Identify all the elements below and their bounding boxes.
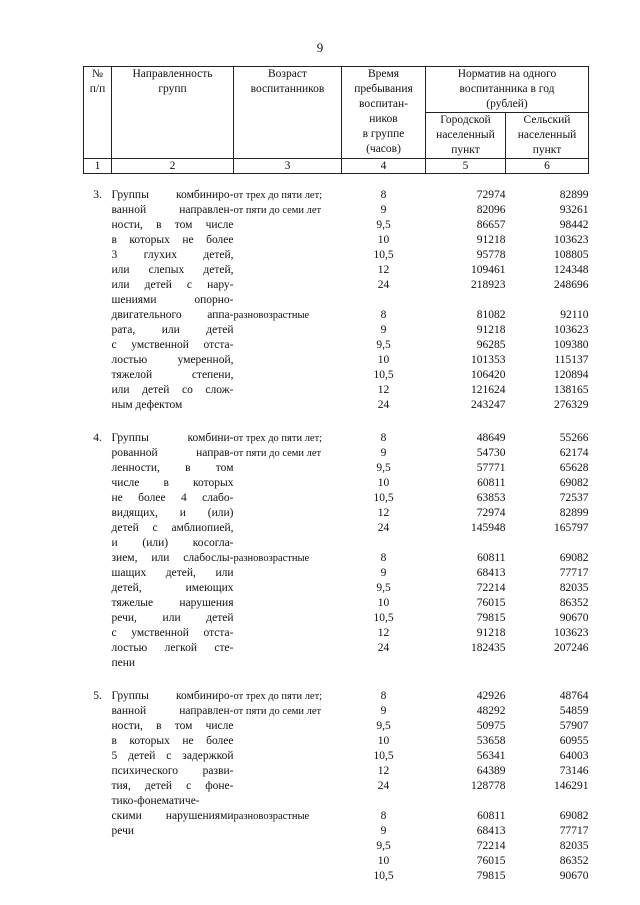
rural-value: 109380 <box>554 339 589 351</box>
direction-line: тия, детей с фоне- <box>111 780 234 792</box>
urban-value: 121624 <box>471 384 506 396</box>
urban-value: 68413 <box>476 825 506 837</box>
rural-value: 115137 <box>554 354 589 366</box>
rural-value: 69082 <box>559 552 589 564</box>
urban-value: 72974 <box>476 507 506 519</box>
group-direction <box>112 188 234 413</box>
direction-line: ленности, в том <box>111 462 234 474</box>
rural-value: 77717 <box>559 825 589 837</box>
urban-block <box>426 431 506 536</box>
rural-block <box>506 188 589 293</box>
rural-value: 82035 <box>559 840 589 852</box>
column-numbers-row <box>84 159 589 174</box>
time-value: 10,5 <box>373 369 394 381</box>
group-time <box>342 431 426 671</box>
group-urban-norm <box>426 431 506 671</box>
urban-block <box>426 188 506 293</box>
time-value: 10 <box>377 354 390 366</box>
rural-value: 82035 <box>559 582 589 594</box>
direction-line: лостью умеренной, <box>111 354 234 366</box>
urban-value: 101353 <box>471 354 506 366</box>
direction-line: детей, имеющих <box>111 582 234 594</box>
direction-line: детей с амблиопией, <box>111 522 234 534</box>
urban-value: 243247 <box>471 399 506 411</box>
age-line: от пяти до семи лет <box>233 706 322 717</box>
time-value: 8 <box>380 810 387 822</box>
urban-value: 48649 <box>476 432 506 444</box>
rural-value: 72537 <box>559 492 589 504</box>
urban-block <box>426 809 506 884</box>
urban-value: 63853 <box>476 492 506 504</box>
column-number: 3 <box>234 159 342 174</box>
rural-value: 55266 <box>559 432 589 444</box>
normative-table <box>83 66 589 884</box>
rural-value: 93261 <box>559 204 589 216</box>
group-age <box>234 188 342 413</box>
rural-block <box>506 431 589 536</box>
rural-value: 98442 <box>559 219 589 231</box>
urban-value: 60811 <box>477 477 506 489</box>
urban-block <box>426 551 506 656</box>
time-value: 9 <box>380 447 387 459</box>
age-line: от трех до пяти лет; <box>233 190 323 201</box>
urban-value: 76015 <box>476 855 506 867</box>
direction-line: рованной направ- <box>111 447 234 459</box>
header-time: Время пребывания воспитан- ников в группе (часов) <box>342 67 426 159</box>
direction-line: видящих, и (или) <box>111 507 234 519</box>
group-rural-norm <box>506 431 589 671</box>
rural-value: 62174 <box>559 447 589 459</box>
direction-line: ным дефектом <box>111 399 183 411</box>
age-line: от трех до пяти лет; <box>233 691 323 702</box>
age-block <box>234 809 342 884</box>
rural-value: 86352 <box>559 597 589 609</box>
rural-value: 73146 <box>559 765 589 777</box>
age-line: разновозрастные <box>233 310 310 321</box>
direction-line: Группы комбини- <box>111 432 234 444</box>
group-age <box>234 689 342 884</box>
time-value: 10,5 <box>373 249 394 261</box>
urban-value: 48292 <box>476 705 506 717</box>
urban-value: 79815 <box>476 612 506 624</box>
time-value: 9 <box>380 825 387 837</box>
column-number: 4 <box>342 159 426 174</box>
direction-line: шащих детей, или <box>111 567 234 579</box>
direction-line: речи, или детей <box>111 612 234 624</box>
rural-block <box>506 809 589 884</box>
urban-value: 72974 <box>476 189 506 201</box>
urban-value: 91218 <box>476 234 506 246</box>
page-number: 9 <box>316 40 324 55</box>
time-value: 10,5 <box>373 870 394 882</box>
time-value: 12 <box>377 384 390 396</box>
age-line: от трех до пяти лет; <box>233 433 323 444</box>
direction-line: ванной направлен- <box>111 705 234 717</box>
header-age: Возраст воспитанников <box>234 67 342 159</box>
urban-value: 76015 <box>476 597 506 609</box>
rural-value: 69082 <box>559 810 589 822</box>
column-number: 6 <box>506 159 589 174</box>
group-number: 4. <box>93 432 102 444</box>
time-value: 10 <box>377 234 390 246</box>
group-age <box>234 431 342 671</box>
rural-value: 165797 <box>554 522 589 534</box>
rural-value: 82899 <box>559 507 589 519</box>
direction-line: Группы комбиниро- <box>111 189 234 201</box>
time-value: 9,5 <box>376 720 391 732</box>
header-direction: Направленность групп <box>112 67 234 159</box>
rural-value: 48764 <box>559 690 589 702</box>
direction-line: зием, или слабослы- <box>111 552 234 564</box>
rural-value: 138165 <box>554 384 589 396</box>
time-value: 8 <box>380 309 387 321</box>
group-rural-norm <box>506 689 589 884</box>
urban-value: 96285 <box>476 339 506 351</box>
urban-value: 57771 <box>476 462 506 474</box>
direction-line: и (или) косогла- <box>111 537 234 549</box>
age-block <box>234 188 342 293</box>
rural-value: 69082 <box>559 477 589 489</box>
time-value: 24 <box>377 642 390 654</box>
group-direction <box>112 431 234 671</box>
urban-value: 50975 <box>476 720 506 732</box>
rural-value: 103623 <box>554 234 589 246</box>
direction-line: ванной направлен- <box>111 204 234 216</box>
direction-line: тяжелые нарушения <box>111 597 234 609</box>
rural-value: 60955 <box>559 735 589 747</box>
age-block <box>234 551 342 656</box>
direction-line: в которых не более <box>111 735 234 747</box>
rural-value: 108805 <box>554 249 589 261</box>
direction-line: 5 детей с задержкой <box>111 750 234 762</box>
time-block <box>342 431 426 536</box>
time-block <box>342 551 426 656</box>
group-time <box>342 689 426 884</box>
time-value: 12 <box>377 507 390 519</box>
time-value: 9,5 <box>376 339 391 351</box>
header-urban: Городской населенный пункт <box>426 113 506 159</box>
age-block <box>234 431 342 536</box>
urban-value: 68413 <box>476 567 506 579</box>
time-value: 10 <box>377 477 390 489</box>
time-value: 9 <box>380 705 387 717</box>
direction-line: речи <box>111 825 135 837</box>
group-rural-norm <box>506 188 589 413</box>
age-block <box>234 308 342 413</box>
rural-value: 90670 <box>559 870 589 882</box>
urban-block <box>426 308 506 413</box>
time-value: 24 <box>377 780 390 792</box>
urban-value: 91218 <box>476 324 506 336</box>
age-line: разновозрастные <box>233 553 310 564</box>
rural-value: 103623 <box>554 627 589 639</box>
time-value: 12 <box>377 627 390 639</box>
age-line: разновозрастные <box>233 811 310 822</box>
urban-value: 86657 <box>476 219 506 231</box>
header-rural: Сельский населенный пункт <box>506 113 589 159</box>
urban-value: 91218 <box>476 627 506 639</box>
direction-line: с умственной отста- <box>111 339 234 351</box>
direction-line: или детей с нару- <box>111 279 234 291</box>
group-urban-norm <box>426 689 506 884</box>
group-row <box>84 689 589 884</box>
group-number: 5. <box>93 690 102 702</box>
header-norm: Норматив на одного воспитанника в год (рублей) <box>426 67 589 113</box>
time-value: 8 <box>380 432 387 444</box>
urban-value: 60811 <box>477 810 506 822</box>
urban-value: 72214 <box>476 582 506 594</box>
time-value: 10,5 <box>373 612 394 624</box>
direction-line: лостью легкой сте- <box>111 642 234 654</box>
rural-value: 120894 <box>554 369 589 381</box>
urban-value: 95778 <box>476 249 506 261</box>
direction-line: скими нарушениями <box>111 810 234 822</box>
rural-value: 276329 <box>554 399 589 411</box>
time-value: 9 <box>380 324 387 336</box>
rural-value: 103623 <box>554 324 589 336</box>
rural-value: 86352 <box>559 855 589 867</box>
urban-value: 56341 <box>476 750 506 762</box>
time-value: 9,5 <box>376 462 391 474</box>
rural-value: 207246 <box>554 642 589 654</box>
urban-value: 42926 <box>476 690 506 702</box>
rural-value: 146291 <box>554 780 589 792</box>
urban-value: 54730 <box>476 447 506 459</box>
urban-value: 72214 <box>476 840 506 852</box>
time-value: 8 <box>380 690 387 702</box>
group-number: 3. <box>93 189 102 201</box>
time-value: 9 <box>380 204 387 216</box>
urban-value: 182435 <box>471 642 506 654</box>
direction-line: с умственной отста- <box>111 627 234 639</box>
column-number: 1 <box>84 159 112 174</box>
urban-value: 64389 <box>476 765 506 777</box>
group-row <box>84 188 589 413</box>
rural-value: 92110 <box>560 309 589 321</box>
time-value: 10 <box>377 735 390 747</box>
rural-value: 77717 <box>559 567 589 579</box>
time-value: 24 <box>377 399 390 411</box>
direction-line: ности, в том числе <box>111 720 234 732</box>
urban-value: 53658 <box>476 735 506 747</box>
direction-line: рата, или детей <box>111 324 234 336</box>
direction-line: тяжелой степени, <box>111 369 234 381</box>
time-value: 24 <box>377 279 390 291</box>
rural-value: 82899 <box>559 189 589 201</box>
table-header <box>84 67 589 174</box>
direction-line: пени <box>111 657 136 669</box>
time-value: 8 <box>380 189 387 201</box>
rural-block <box>506 308 589 413</box>
age-line: от пяти до семи лет <box>233 205 322 216</box>
direction-line: или слепых детей, <box>111 264 234 276</box>
time-value: 10,5 <box>373 750 394 762</box>
rural-value: 248696 <box>554 279 589 291</box>
time-block <box>342 809 426 884</box>
urban-value: 82096 <box>476 204 506 216</box>
urban-value: 109461 <box>471 264 506 276</box>
time-value: 9,5 <box>376 582 391 594</box>
time-value: 9,5 <box>376 219 391 231</box>
direction-line: в которых не более <box>111 234 234 246</box>
time-block <box>342 188 426 293</box>
rural-value: 124348 <box>554 264 589 276</box>
column-number: 2 <box>112 159 234 174</box>
urban-value: 81082 <box>476 309 506 321</box>
direction-line: числе в которых <box>111 477 234 489</box>
direction-line: 3 глухих детей, <box>111 249 234 261</box>
rural-block <box>506 551 589 656</box>
rural-value: 54859 <box>559 705 589 717</box>
direction-line: психического разви- <box>111 765 234 777</box>
group-urban-norm <box>426 188 506 413</box>
age-line: от пяти до семи лет <box>233 448 322 459</box>
rural-value: 90670 <box>559 612 589 624</box>
urban-value: 106420 <box>471 369 506 381</box>
direction-line: или детей со слож- <box>111 384 234 396</box>
urban-value: 218923 <box>471 279 506 291</box>
urban-block <box>426 689 506 794</box>
time-value: 10,5 <box>373 492 394 504</box>
group-time <box>342 188 426 413</box>
urban-value: 128778 <box>471 780 506 792</box>
time-value: 9 <box>380 567 387 579</box>
direction-line: не более 4 слабо- <box>111 492 234 504</box>
rural-value: 64003 <box>559 750 589 762</box>
urban-value: 60811 <box>477 552 506 564</box>
time-value: 24 <box>377 522 390 534</box>
time-value: 10 <box>377 855 390 867</box>
direction-line: Группы комбиниро- <box>111 690 234 702</box>
urban-value: 145948 <box>471 522 506 534</box>
age-block <box>234 689 342 794</box>
time-value: 9,5 <box>376 840 391 852</box>
column-number: 5 <box>426 159 506 174</box>
table-body <box>84 174 589 885</box>
time-block <box>342 689 426 794</box>
urban-value: 79815 <box>476 870 506 882</box>
time-value: 8 <box>380 552 387 564</box>
group-direction <box>112 689 234 884</box>
rural-value: 65628 <box>559 462 589 474</box>
time-block <box>342 308 426 413</box>
time-value: 12 <box>377 765 390 777</box>
direction-line: шениями опорно- <box>111 294 234 306</box>
header-num: № п/п <box>84 67 112 159</box>
rural-block <box>506 689 589 794</box>
direction-line: тико-фонематиче- <box>111 795 200 807</box>
time-value: 12 <box>377 264 390 276</box>
direction-line: двигательного аппа- <box>111 309 234 321</box>
direction-line: ности, в том числе <box>111 219 234 231</box>
rural-value: 57907 <box>559 720 589 732</box>
time-value: 10 <box>377 597 390 609</box>
group-row <box>84 431 589 671</box>
